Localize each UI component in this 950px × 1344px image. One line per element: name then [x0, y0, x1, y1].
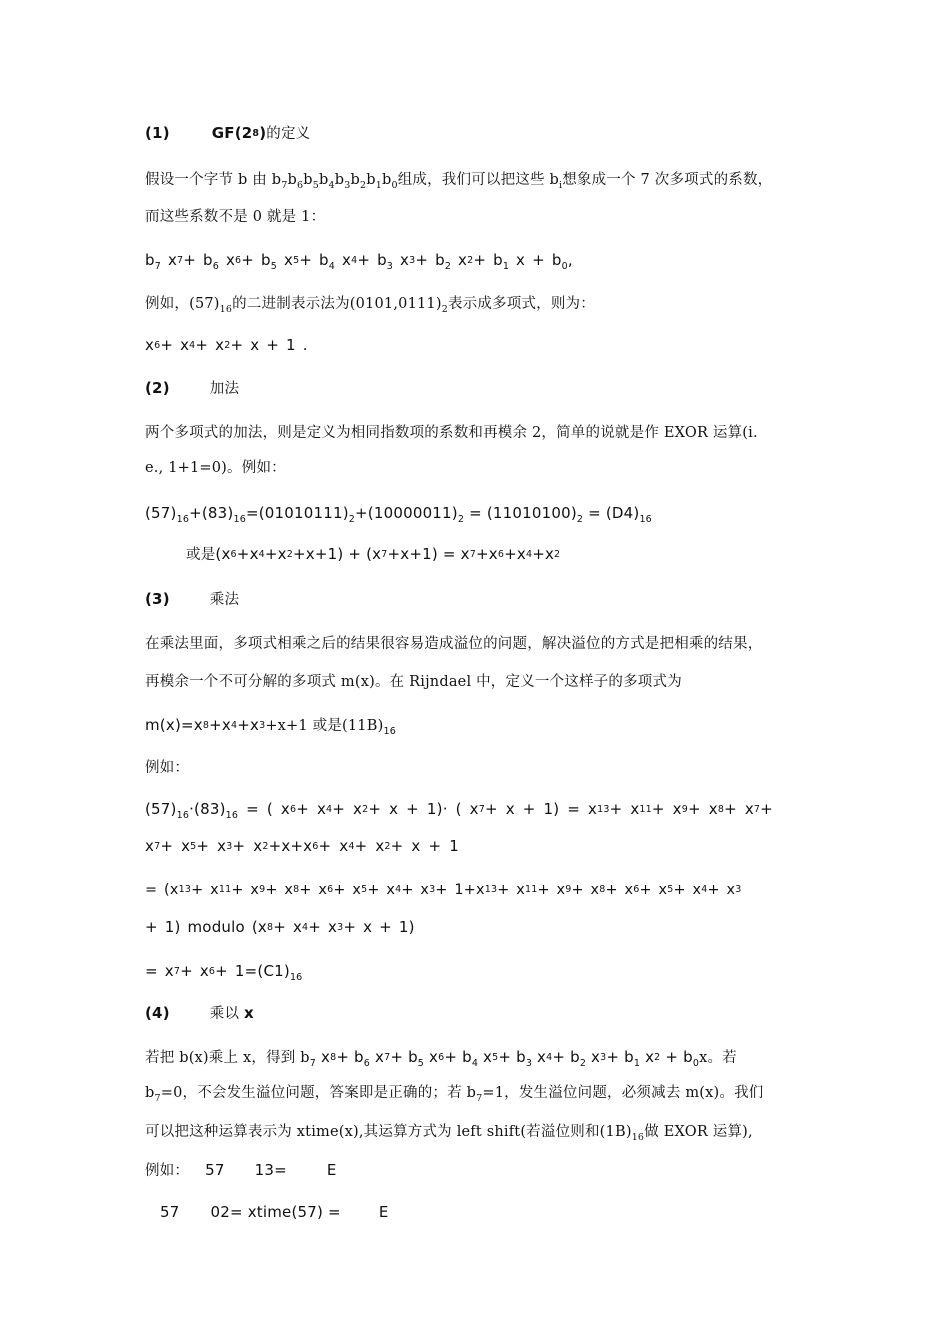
exponent: 2 — [262, 841, 269, 852]
exponent: 2 — [286, 549, 294, 560]
text: x — [283, 251, 294, 269]
text: + x — [367, 882, 396, 898]
subscript: 4 — [328, 261, 336, 272]
exponent: 7 — [753, 804, 761, 815]
section-title: GF(2 — [211, 124, 253, 142]
text: E — [378, 1203, 389, 1221]
text: + x — [160, 837, 191, 855]
exponent: 3 — [337, 922, 344, 933]
exponent: 3 — [259, 720, 266, 731]
exponent: 7 — [154, 841, 161, 852]
text: x + b — [509, 251, 562, 269]
text: + x — [673, 882, 702, 898]
text: + b — [498, 1048, 526, 1066]
subscript: 5 — [417, 1058, 425, 1069]
text: (x — [215, 545, 231, 563]
text: =(01010111) — [245, 504, 349, 522]
text: (57) — [145, 800, 177, 818]
text: + x — [318, 837, 349, 855]
section-title-end: ) — [259, 124, 267, 142]
text: + x — [332, 800, 363, 818]
text: + b — [299, 251, 329, 269]
exponent: 6 — [312, 841, 319, 852]
exponent: 6 — [438, 1052, 445, 1063]
exponent: 9 — [565, 884, 572, 895]
exponent: 4 — [348, 841, 355, 852]
subscript: 16 — [289, 972, 303, 983]
text: b — [319, 172, 329, 188]
subscript: 16 — [631, 1132, 645, 1143]
multiplication-row-2 — [145, 836, 459, 856]
subscript: 0 — [692, 1058, 700, 1069]
text: x — [478, 1048, 493, 1066]
subscript: 6 — [212, 261, 219, 272]
text: 57 — [160, 1203, 180, 1221]
text: x — [532, 1048, 547, 1066]
text: b — [145, 251, 155, 269]
exponent: 8 — [293, 884, 300, 895]
text: +x+x — [268, 837, 313, 855]
exponent: 11 — [524, 884, 538, 895]
subscript: 16 — [383, 726, 396, 737]
text: x — [342, 251, 352, 269]
text: + x + 1 . — [230, 336, 308, 354]
text: +x — [236, 545, 259, 563]
text: E — [326, 1161, 337, 1179]
text: + x — [688, 800, 718, 818]
exponent: 2 — [224, 340, 231, 351]
text: + x — [651, 800, 682, 818]
text: +x — [209, 716, 231, 734]
exponent: 7 — [384, 1052, 391, 1063]
paragraph-1-line-1 — [145, 170, 772, 190]
text: +x — [475, 545, 498, 563]
exponent: 6 — [230, 549, 237, 560]
text: x — [400, 251, 410, 269]
text: x — [225, 251, 236, 269]
text: x — [370, 1048, 385, 1066]
text: 做 EXOR 运算), — [644, 1124, 753, 1140]
addition-line-1: 两个多项式的加法，则是定义为相同指数项的系数和再模余 2，简单的说就是作 EXOR 运算(i. — [145, 425, 758, 441]
text: x — [458, 251, 468, 269]
text: + x + 1 — [390, 837, 459, 855]
text: + x — [265, 882, 294, 898]
text: +x — [237, 716, 260, 734]
subscript: 3 — [344, 180, 351, 191]
exponent: 5 — [667, 884, 674, 895]
subscript: 4 — [471, 1058, 479, 1069]
subscript: 2 — [348, 514, 356, 525]
text: b — [287, 172, 298, 188]
exponent: 4 — [701, 884, 708, 895]
exponent: 9 — [259, 884, 266, 895]
text: +x — [532, 545, 555, 563]
exponent: 9 — [681, 804, 688, 815]
text: + x — [571, 882, 600, 898]
text: b — [366, 172, 376, 188]
subscript: i — [558, 180, 563, 191]
subscript: 5 — [312, 180, 320, 191]
exponent: 7 — [177, 255, 184, 266]
text: + b — [444, 1048, 472, 1066]
text: + b — [183, 251, 213, 269]
example-label: 例如： — [145, 760, 190, 776]
exponent: 4 — [546, 1052, 553, 1063]
exponent: 13 — [597, 804, 610, 815]
text: x — [424, 1048, 439, 1066]
multiplication-row-3 — [145, 880, 741, 900]
exponent: 11 — [639, 804, 652, 815]
exponent: 4 — [326, 804, 333, 815]
text: + x + 1)· ( x — [368, 800, 479, 818]
subscript: 6 — [297, 180, 304, 191]
subscript: 7 — [309, 1058, 317, 1069]
text: + 1) modulo (x — [145, 918, 267, 936]
text: 想象成一个 7 次多项式的系数， — [562, 172, 773, 188]
subscript: 16 — [225, 810, 239, 821]
text: , — [567, 251, 573, 269]
subscript: 1 — [633, 1058, 641, 1069]
multiplication-line-1: 在乘法里面，多项式相乘之后的结果很容易造成溢位的问题，解决溢位的方式是把相乘的结果， — [145, 636, 763, 652]
exponent: 8 — [717, 804, 725, 815]
exponent: 6 — [497, 549, 505, 560]
multiplication-result — [145, 961, 302, 981]
text: + b — [473, 251, 503, 269]
text: 的二进制表示法为(0101,0111) — [232, 296, 442, 312]
exponent: 7 — [381, 549, 388, 560]
exponent: 8 — [202, 720, 210, 731]
exponent: 6 — [633, 884, 640, 895]
text: x — [586, 1048, 601, 1066]
subscript: 7 — [281, 180, 288, 191]
exponent: 3 — [226, 841, 233, 852]
text: = (D4) — [583, 504, 640, 522]
exponent: 2 — [654, 1052, 661, 1063]
exponent: 3 — [735, 884, 742, 895]
subscript: 16 — [176, 810, 190, 821]
multiplication-row-1 — [145, 799, 773, 819]
text: + b — [241, 251, 271, 269]
text: = (11010100) — [464, 504, 577, 522]
subscript: 16 — [219, 304, 233, 315]
exponent: 6 — [327, 884, 334, 895]
text: + x — [333, 882, 362, 898]
addition-polynomial — [186, 544, 560, 565]
text: 或是 — [186, 547, 216, 563]
text: + b — [660, 1048, 693, 1066]
exponent: 3 — [429, 884, 436, 895]
text: = (x — [145, 882, 179, 898]
section-title-cjk: 的定义 — [266, 126, 311, 142]
exponent: 4 — [189, 340, 196, 351]
section-1-heading — [145, 123, 310, 144]
text: + x — [537, 882, 566, 898]
xtime-example-2 — [160, 1202, 389, 1222]
text: x — [640, 1048, 655, 1066]
text: b — [145, 1085, 155, 1101]
exponent: 2 — [362, 804, 369, 815]
section-2-heading — [145, 378, 239, 399]
subscript: 7 — [154, 1093, 161, 1104]
text: + x — [231, 882, 260, 898]
text: 例如： — [145, 1163, 190, 1179]
subscript: 16 — [233, 514, 246, 525]
subscript: 7 — [476, 1093, 483, 1104]
text: +x+1) + (x — [293, 545, 382, 563]
text: 组成，我们可以把这些 b — [397, 172, 559, 188]
exponent: 7 — [478, 804, 485, 815]
text: + x — [160, 336, 190, 354]
text: + x — [497, 882, 525, 898]
text: + x — [196, 837, 227, 855]
addition-formula — [145, 503, 652, 523]
text: + b — [336, 1048, 364, 1066]
subscript: 2 — [579, 1058, 587, 1069]
text: 例如，(57) — [145, 296, 220, 312]
section-number: (4) — [145, 1004, 170, 1022]
exponent: 2 — [467, 255, 474, 266]
exponent: 11 — [218, 884, 232, 895]
section-title: 乘以 — [209, 1006, 244, 1022]
text: +x — [264, 545, 287, 563]
exponent: 6 — [289, 804, 297, 815]
xtime-line-3 — [145, 1122, 753, 1142]
exponent: 2 — [554, 549, 561, 560]
exponent: 8 — [252, 128, 260, 139]
text: x — [145, 336, 155, 354]
subscript: 6 — [363, 1058, 371, 1069]
exponent: 5 — [293, 255, 300, 266]
text: +(10000011) — [355, 504, 458, 522]
text: + x — [401, 882, 430, 898]
exponent: 8 — [330, 1052, 337, 1063]
example-line — [145, 294, 595, 314]
text: 13= — [254, 1161, 287, 1179]
text: + x — [232, 837, 263, 855]
text: =0，不会发生溢位问题，答案即是正确的；若 b — [160, 1085, 477, 1101]
multiplication-line-2: 再模余一个不可分解的多项式 m(x)。在 Rijndael 中，定义一个这样子的多项式为 — [145, 674, 682, 690]
text: 假设一个字节 b 由 b — [145, 172, 282, 188]
subscript: 0 — [391, 180, 398, 191]
text: +x+1) = x — [387, 545, 470, 563]
section-4-heading — [145, 1003, 254, 1024]
text: + x + 1) = x — [484, 800, 598, 818]
irreducible-polynomial — [145, 715, 396, 736]
text: 57 — [205, 1161, 225, 1179]
text: ·(83) — [189, 800, 226, 818]
exponent: 4 — [230, 720, 238, 731]
text: + — [760, 800, 773, 818]
subscript: 1 — [375, 180, 382, 191]
text: = ( x — [238, 800, 290, 818]
text: 02= xtime(57) = — [210, 1203, 341, 1221]
subscript: 0 — [561, 261, 568, 272]
text: b — [350, 172, 360, 188]
section-number: (2) — [145, 379, 170, 397]
text: + x — [296, 800, 327, 818]
text: + x — [605, 882, 634, 898]
text: + b — [552, 1048, 580, 1066]
exponent: 4 — [302, 922, 309, 933]
section-title: 乘法 — [209, 592, 240, 608]
text: + x — [299, 882, 328, 898]
paragraph-1-line-2: 而这些系数不是 0 就是 1： — [145, 209, 326, 225]
text: +(83) — [189, 504, 234, 522]
text: + x — [273, 918, 303, 936]
exponent: 3 — [600, 1052, 607, 1063]
exponent: 5 — [361, 884, 368, 895]
subscript: 7 — [154, 261, 161, 272]
subscript: 3 — [525, 1058, 533, 1069]
text: + 1=(C1) — [215, 962, 290, 980]
text: b — [381, 172, 392, 188]
polynomial-line — [145, 250, 573, 270]
text: =1，发生溢位问题，必须减去 m(x)。我们 — [482, 1085, 764, 1101]
exponent: 7 — [173, 966, 181, 977]
text: + b — [606, 1048, 634, 1066]
text: + x — [308, 918, 338, 936]
text: x — [145, 837, 155, 855]
exponent: 4 — [351, 255, 358, 266]
text: + b — [415, 251, 445, 269]
subscript: 16 — [176, 514, 190, 525]
subscript: 2 — [576, 514, 584, 525]
exponent: 13 — [484, 884, 498, 895]
exponent: 6 — [235, 255, 242, 266]
xtime-line-2 — [145, 1083, 763, 1103]
text: +x — [504, 545, 526, 563]
xtime-example-1 — [145, 1160, 337, 1181]
subscript: 5 — [270, 261, 278, 272]
exponent: 3 — [409, 255, 416, 266]
subscript: 4 — [328, 180, 335, 191]
text: 可以把这种运算表示为 xtime(x),其运算方式为 left shift(若溢位则和(1B) — [145, 1124, 632, 1140]
exponent: 5 — [190, 841, 197, 852]
text: x — [316, 1048, 331, 1066]
exponent: 7 — [469, 549, 476, 560]
subscript: 2 — [441, 304, 448, 315]
exponent: 5 — [492, 1052, 499, 1063]
exponent: 4 — [525, 549, 533, 560]
text: b — [303, 172, 313, 188]
subscript: 16 — [639, 514, 652, 525]
exponent: 4 — [395, 884, 402, 895]
subscript: 2 — [359, 180, 367, 191]
text: + x — [195, 336, 225, 354]
text: b — [334, 172, 345, 188]
exponent: 8 — [266, 922, 274, 933]
text: +x+1 或是(11B) — [265, 718, 384, 734]
text: 表示成多项式，则为： — [447, 296, 595, 312]
text: + x — [707, 882, 736, 898]
text: + x — [191, 882, 219, 898]
text: + x — [354, 837, 385, 855]
multiplication-row-4 — [145, 917, 415, 937]
text: m(x)=x — [145, 716, 203, 734]
text: + 1+x — [435, 882, 485, 898]
text: (57) — [145, 504, 177, 522]
text: + x — [180, 962, 209, 980]
example-polynomial — [145, 335, 308, 355]
xtime-line-1 — [145, 1047, 737, 1068]
text: + x + 1) — [343, 918, 415, 936]
addition-line-2: e., 1+1=0)。例如： — [145, 460, 286, 476]
text: + x — [609, 800, 640, 818]
text: + x — [639, 882, 668, 898]
section-title-x: x — [243, 1004, 254, 1022]
subscript: 2 — [457, 514, 465, 525]
text: x。若 — [699, 1050, 737, 1066]
text: = x — [145, 962, 174, 980]
section-3-heading — [145, 589, 239, 610]
exponent: 4 — [258, 549, 265, 560]
section-number: (1) — [145, 124, 170, 142]
exponent: 8 — [599, 884, 606, 895]
text: + b — [390, 1048, 418, 1066]
subscript: 2 — [444, 261, 452, 272]
subscript: 1 — [502, 261, 510, 272]
exponent: 6 — [154, 340, 161, 351]
text: 若把 b(x)乘上 x，得到 b — [145, 1050, 310, 1066]
subscript: 3 — [386, 261, 394, 272]
section-number: (3) — [145, 590, 170, 608]
exponent: 6 — [208, 966, 216, 977]
exponent: 13 — [178, 884, 192, 895]
text: + b — [357, 251, 387, 269]
section-title: 加法 — [209, 381, 240, 397]
exponent: 2 — [384, 841, 391, 852]
text: x — [167, 251, 178, 269]
text: + x — [724, 800, 754, 818]
